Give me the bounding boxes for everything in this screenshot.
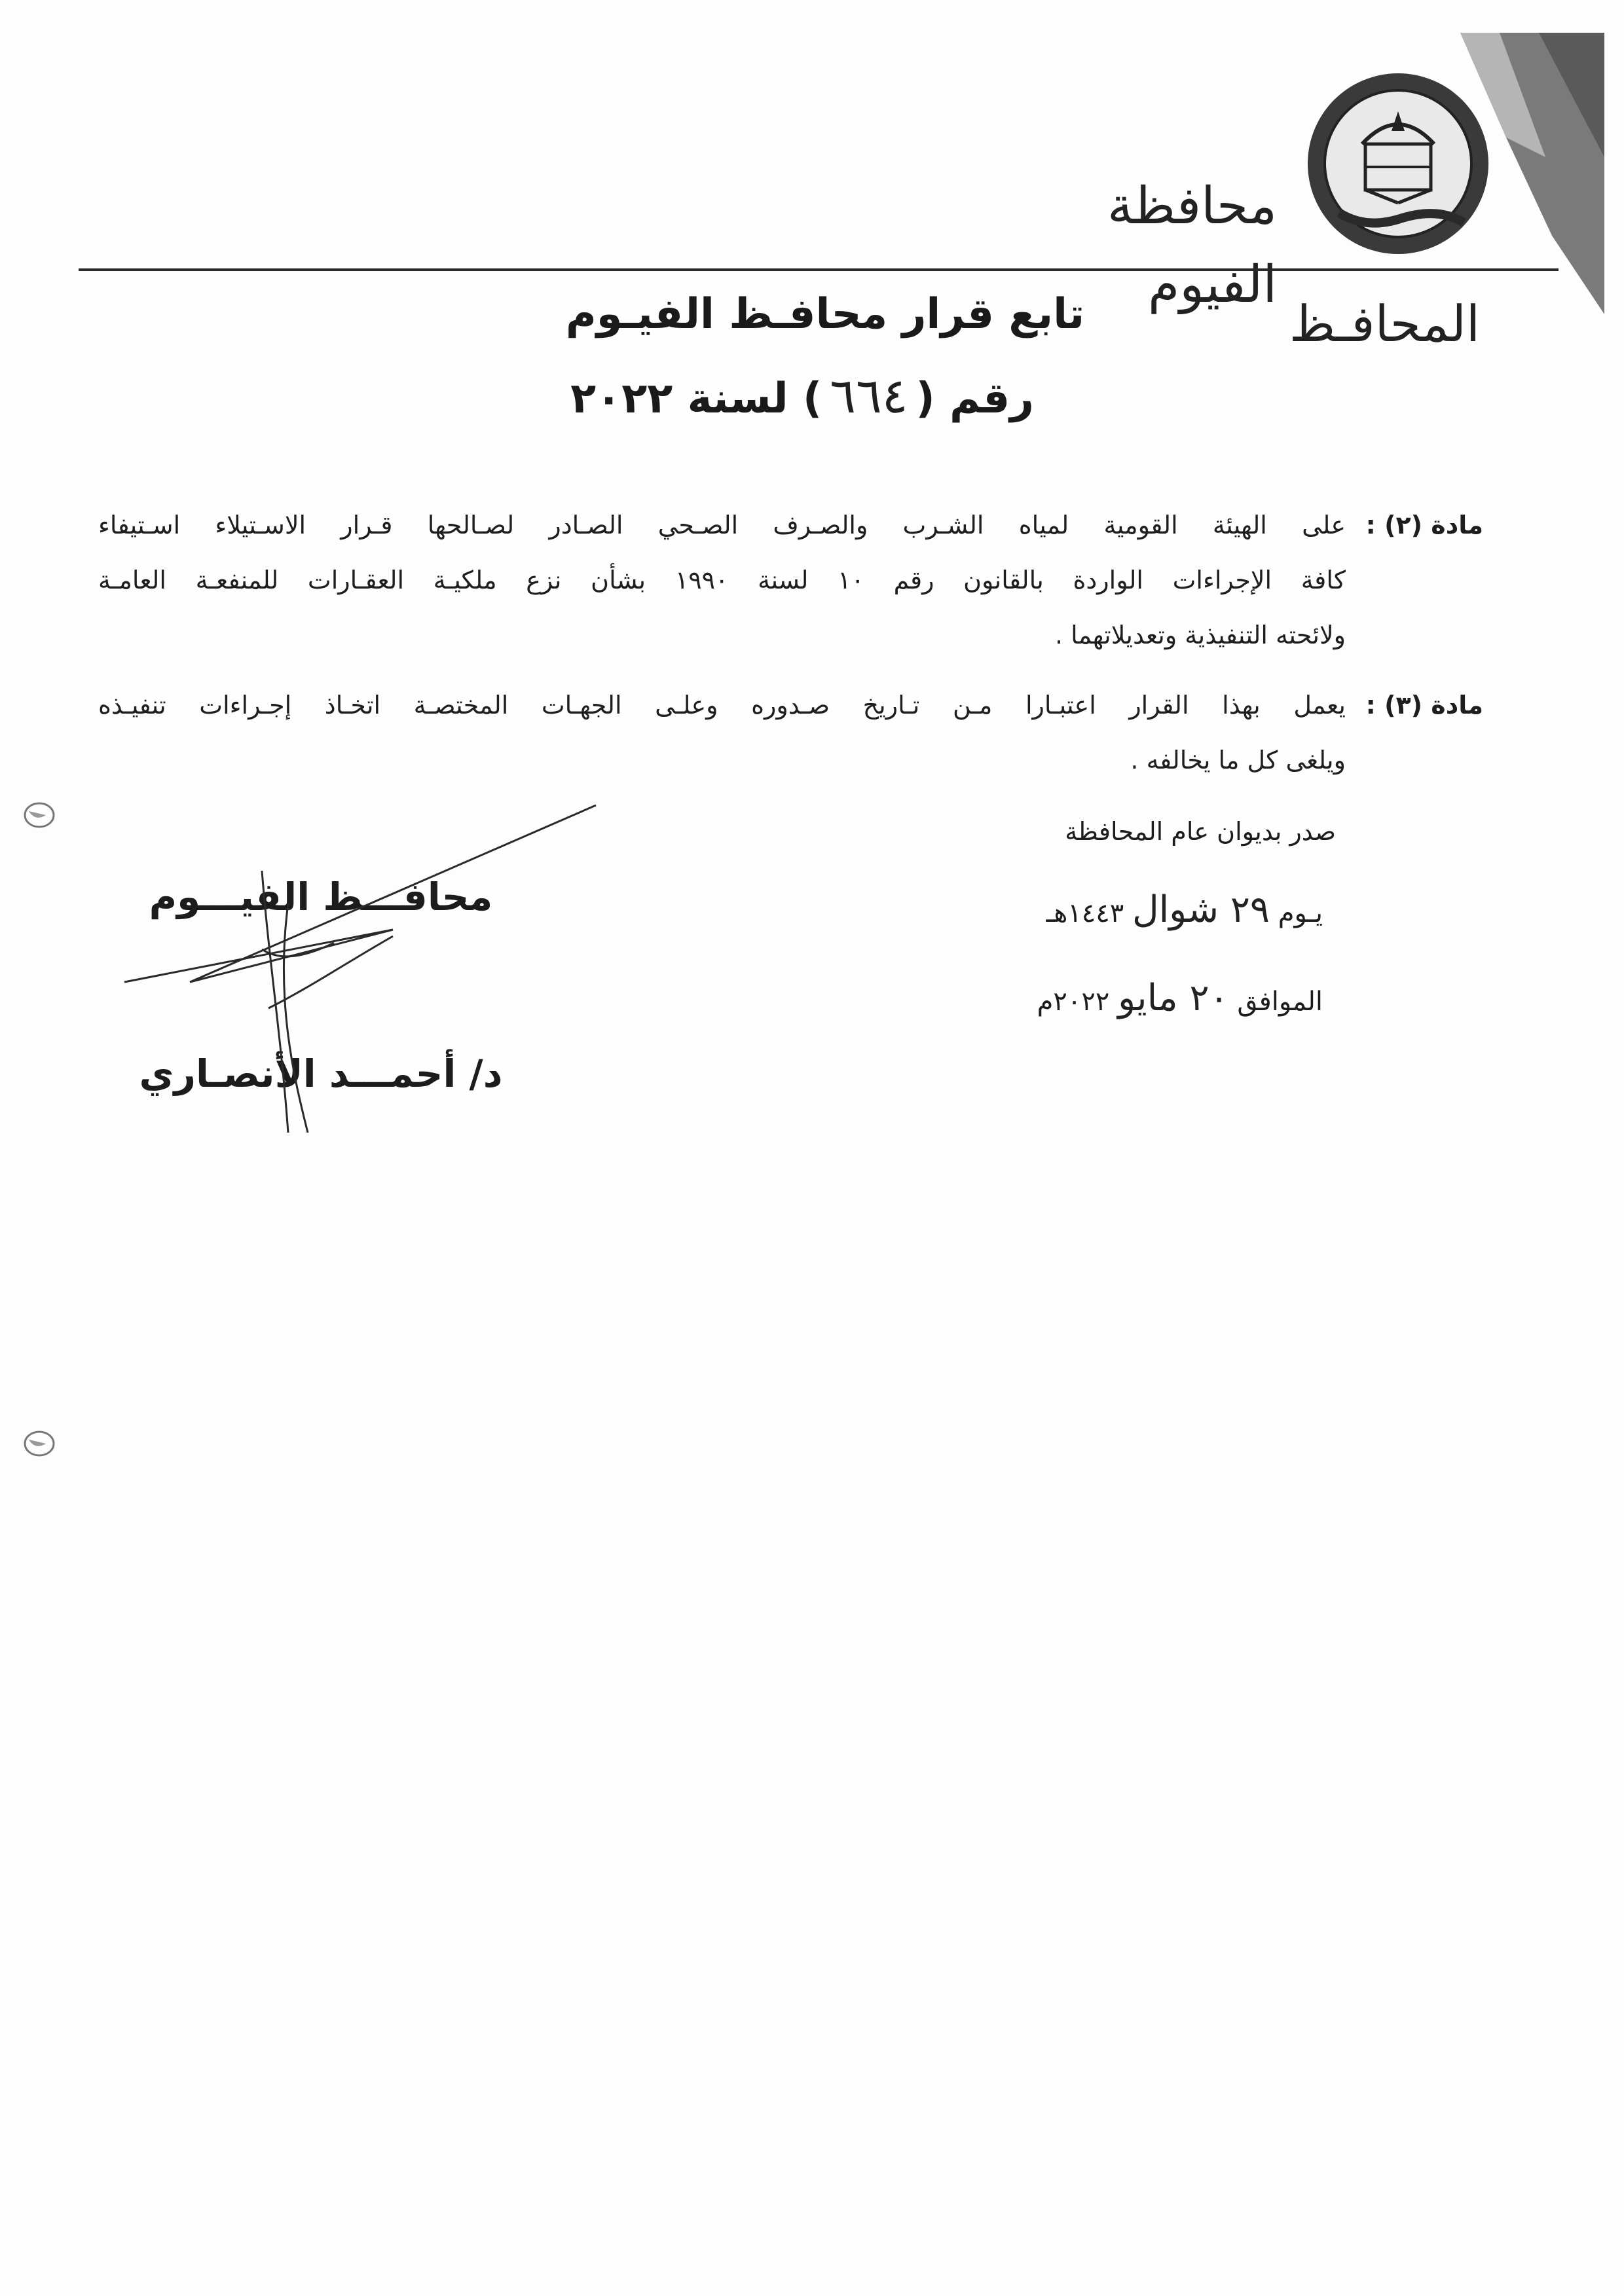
punch-hole-mark bbox=[20, 1424, 59, 1463]
article-text bbox=[98, 678, 1346, 788]
article-label: مادة (٣) : bbox=[1365, 691, 1483, 720]
article-3 bbox=[98, 678, 1483, 795]
article-line: ويلغى كل ما يخالفه . bbox=[1130, 746, 1346, 774]
decision-number-line bbox=[524, 360, 1080, 432]
decision-number-suffix: ) لسنة ٢٠٢٢ bbox=[570, 374, 822, 423]
punch-hole-mark bbox=[20, 795, 59, 835]
decision-number-handwritten: ٦٦٤ bbox=[830, 368, 908, 424]
gregorian-handwritten-date: ٢٠ مايو bbox=[1118, 977, 1229, 1019]
gregorian-year: ٢٠٢٢م bbox=[1037, 987, 1110, 1017]
decision-number-prefix: رقم ( bbox=[915, 374, 1034, 423]
hijri-prefix: يـوم bbox=[1278, 898, 1323, 928]
hijri-date-line bbox=[904, 874, 1323, 946]
gregorian-prefix: الموافق bbox=[1237, 987, 1323, 1017]
article-label: مادة (٢) : bbox=[1365, 511, 1483, 539]
hijri-year: ١٤٤٣هـ bbox=[1046, 898, 1124, 928]
seal-emblem-icon bbox=[1300, 65, 1496, 262]
handwritten-signature bbox=[111, 792, 609, 1146]
gregorian-date-line bbox=[904, 962, 1323, 1034]
office-label: المحافـظ bbox=[1289, 295, 1480, 353]
article-line: كافة الإجراءات الواردة بالقانون رقم ١٠ لسنة ١٩٩٠ بشأن نزع ملكيـة العقـارات للمنفعـة العامـة bbox=[98, 566, 1346, 594]
header-divider bbox=[79, 268, 1559, 271]
article-2 bbox=[98, 498, 1483, 668]
article-line: يعمل بهذا القرار اعتبـارا مـن تـاريخ صـدوره وعلـى الجهـات المختصـة اتخـاذ إجـراءات تنفيـذه bbox=[98, 691, 1346, 720]
signatory-title: محافـــظ الفيـــوم bbox=[149, 875, 493, 919]
article-text bbox=[98, 498, 1346, 663]
decision-heading: تابع قرار محافـظ الفيـوم bbox=[565, 290, 1085, 338]
signatory-name: د/ أحمـــد الأنصـاري bbox=[139, 1051, 503, 1096]
governorate-name: محافظة الفيوم bbox=[1107, 177, 1277, 314]
article-line: على الهيئة القومية لمياه الشـرب والصـرف الصـحي الصـادر لصـالحها قـرار الاسـتيلاء اسـتيفاء bbox=[98, 511, 1346, 539]
article-line: ولائحته التنفيذية وتعديلاتهما . bbox=[1054, 621, 1346, 649]
governorate-seal bbox=[1300, 65, 1496, 262]
hijri-handwritten-date: ٢٩ شوال bbox=[1132, 888, 1270, 931]
issued-at-line: صدر بديوان عام المحافظة bbox=[1065, 817, 1336, 846]
